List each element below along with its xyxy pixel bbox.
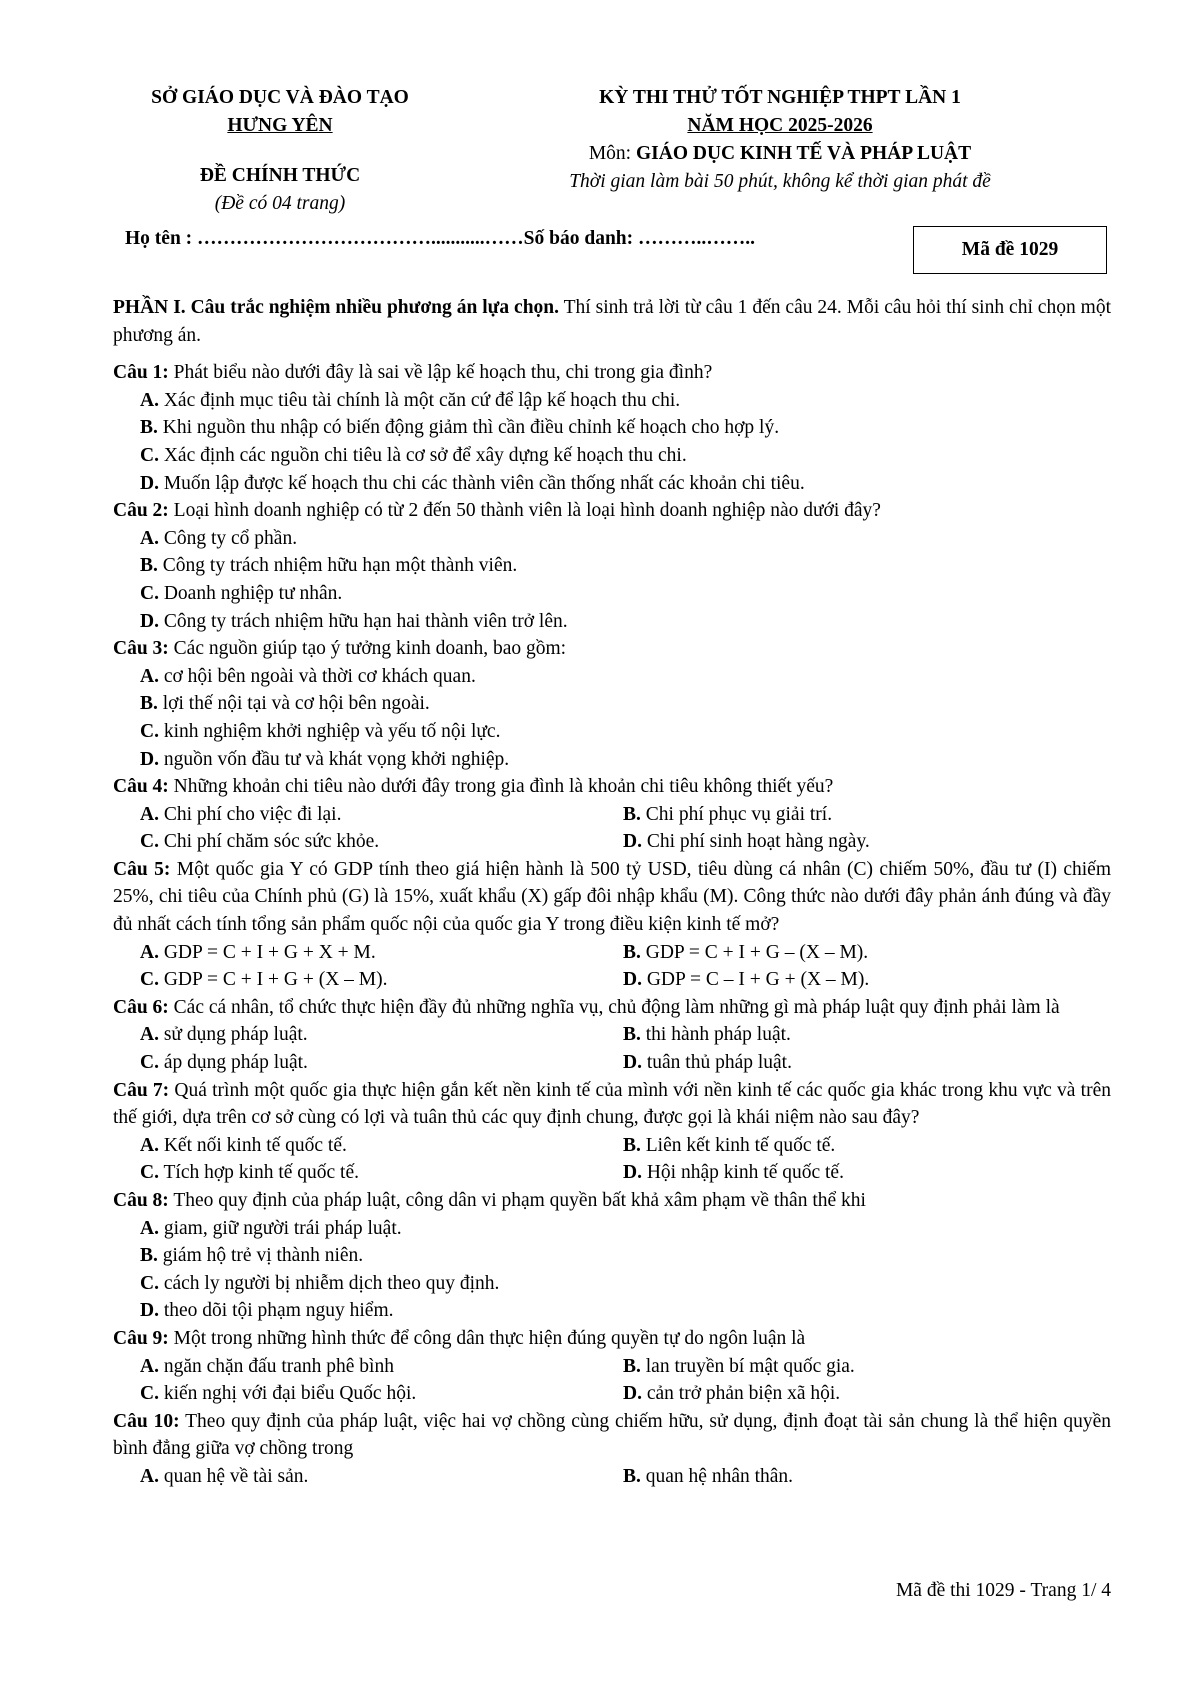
option-key: A. <box>140 803 159 825</box>
option-c <box>140 966 623 994</box>
option-b <box>140 552 1111 580</box>
option-a <box>140 1353 623 1381</box>
option-text: GDP = C + I + G + X + M. <box>158 941 376 963</box>
option-b <box>623 1132 1111 1160</box>
option-key: A. <box>140 389 159 411</box>
option-c <box>140 1270 1111 1298</box>
option-text: giám hộ trẻ vị thành niên. <box>157 1245 364 1267</box>
question-label: Câu 7: <box>113 1079 170 1101</box>
question-label: Câu 2: <box>113 500 169 522</box>
questions-body <box>113 294 1111 1491</box>
school-year: NĂM HỌC 2025-2026 <box>687 115 873 136</box>
option-text: Hội nhập kinh tế quốc tế. <box>641 1162 844 1184</box>
option-text: quan hệ về tài sản. <box>158 1465 309 1487</box>
option-text: Công ty trách nhiệm hữu hạn một thành viên. <box>157 555 518 577</box>
option-b <box>623 801 1111 829</box>
options-list <box>113 801 1111 856</box>
option-b <box>623 1353 1111 1381</box>
option-text: lan truyền bí mật quốc gia. <box>640 1355 855 1377</box>
question-2 <box>113 497 1111 635</box>
option-text: theo dõi tội phạm nguy hiểm. <box>158 1300 394 1322</box>
question-label: Câu 6: <box>113 996 169 1018</box>
option-key: A. <box>140 941 159 963</box>
option-key: C. <box>140 831 159 853</box>
question-1 <box>113 359 1111 497</box>
header-right <box>500 84 1060 196</box>
name-field: Họ tên : ………………………………...........…… <box>125 228 524 249</box>
option-key: C. <box>140 969 159 991</box>
question-label: Câu 5: <box>113 858 171 880</box>
option-text: sử dụng pháp luật. <box>158 1024 308 1046</box>
option-c <box>140 442 1111 470</box>
options-list <box>113 1215 1111 1325</box>
option-key: B. <box>623 1134 641 1156</box>
options-list <box>113 1353 1111 1408</box>
subject-prefix: Môn: <box>588 143 636 164</box>
question-stem <box>113 994 1111 1022</box>
option-text: Liên kết kinh tế quốc tế. <box>640 1134 836 1156</box>
option-c <box>140 1380 623 1408</box>
question-stem <box>113 1077 1111 1132</box>
department-name: SỞ GIÁO DỤC VÀ ĐÀO TẠO <box>151 87 409 108</box>
option-text: Muốn lập được kế hoạch thu chi các thành viên cần thống nhất các khoản chi tiêu. <box>158 472 805 494</box>
option-text: kiến nghị với đại biểu Quốc hội. <box>158 1383 417 1405</box>
question-label: Câu 9: <box>113 1327 169 1349</box>
option-text: lợi thế nội tại và cơ hội bên ngoài. <box>157 693 430 715</box>
option-text: GDP = C – I + G + (X – M). <box>641 969 870 991</box>
question-label: Câu 4: <box>113 776 169 798</box>
option-key: D. <box>140 610 159 632</box>
option-key: D. <box>623 1383 642 1405</box>
question-text: Một trong những hình thức để công dân thực hiện đúng quyền tự do ngôn luận là <box>168 1327 806 1349</box>
question-text: Theo quy định của pháp luật, việc hai vợ chồng cùng chiếm hữu, sử dụng, định đoạt tài sản chung là thể hiện quyền bình đẳng giữa vợ chồng trong <box>113 1410 1111 1460</box>
option-text: Xác định các nguồn chi tiêu là cơ sở để xây dựng kế hoạch thu chi. <box>158 444 687 466</box>
option-key: C. <box>140 1052 159 1074</box>
option-c <box>140 828 623 856</box>
option-key: A. <box>140 1134 159 1156</box>
candidate-info-line <box>125 228 755 250</box>
option-text: ngăn chặn đấu tranh phê bình <box>158 1355 394 1377</box>
option-a <box>140 1132 623 1160</box>
question-text: Các cá nhân, tổ chức thực hiện đầy đủ những nghĩa vụ, chủ động làm những gì mà pháp luật quy định phải làm là <box>168 996 1060 1018</box>
question-6 <box>113 994 1111 1077</box>
question-9 <box>113 1325 1111 1408</box>
option-d <box>623 1380 1111 1408</box>
option-key: B. <box>623 941 641 963</box>
question-text: Loại hình doanh nghiệp có từ 2 đến 50 thành viên là loại hình doanh nghiệp nào dưới đây? <box>168 500 881 522</box>
option-text: cách ly người bị nhiễm dịch theo quy định. <box>158 1272 500 1294</box>
option-text: GDP = C + I + G + (X – M). <box>158 969 388 991</box>
option-key: C. <box>140 1162 159 1184</box>
question-label: Câu 3: <box>113 638 169 660</box>
options-list <box>113 663 1111 773</box>
question-text: Quá trình một quốc gia thực hiện gắn kết nền kinh tế của mình với nền kinh tế các quốc gia khác trong khu vực và trên thế giới, dựa trên cơ sở cùng có lợi và tuân thủ các quy định chung, được gọi là khái niệm nào sau đây? <box>113 1079 1111 1129</box>
option-key: C. <box>140 1383 159 1405</box>
page-footer: Mã đề thi 1029 - Trang 1/ 4 <box>895 1580 1111 1601</box>
option-a <box>140 387 1111 415</box>
question-8 <box>113 1187 1111 1325</box>
option-key: A. <box>140 527 159 549</box>
question-10 <box>113 1408 1111 1491</box>
option-key: B. <box>623 1024 641 1046</box>
option-text: Khi nguồn thu nhập có biến động giảm thì cần điều chỉnh kế hoạch cho hợp lý. <box>157 417 780 439</box>
options-list <box>113 1132 1111 1187</box>
option-text: Chi phí sinh hoạt hàng ngày. <box>641 831 870 853</box>
question-stem <box>113 1325 1111 1353</box>
option-text: áp dụng pháp luật. <box>158 1052 308 1074</box>
subject-line <box>500 140 1060 168</box>
question-stem <box>113 1187 1111 1215</box>
question-7 <box>113 1077 1111 1187</box>
option-key: A. <box>140 1217 159 1239</box>
option-key: D. <box>623 969 642 991</box>
question-text: Những khoản chi tiêu nào dưới đây trong gia đình là khoản chi tiêu không thiết yếu? <box>168 776 834 798</box>
subject-name: GIÁO DỤC KINH TẾ VÀ PHÁP LUẬT <box>635 143 972 164</box>
option-text: thi hành pháp luật. <box>640 1024 791 1046</box>
option-key: A. <box>140 1465 159 1487</box>
option-key: C. <box>140 1272 159 1294</box>
header-left <box>90 84 470 218</box>
part-heading <box>113 294 1111 349</box>
option-a <box>140 939 623 967</box>
option-a <box>140 1215 1111 1243</box>
option-key: B. <box>623 803 641 825</box>
question-stem <box>113 635 1111 663</box>
option-key: B. <box>140 417 158 439</box>
option-b <box>623 939 1111 967</box>
option-text: kinh nghiệm khởi nghiệp và yếu tố nội lực. <box>158 720 501 742</box>
official-label: ĐỀ CHÍNH THỨC <box>199 165 361 186</box>
option-d <box>623 1049 1111 1077</box>
question-text: Theo quy định của pháp luật, công dân vi phạm quyền bất khả xâm phạm về thân thể khi <box>168 1190 866 1211</box>
option-d <box>140 746 1111 774</box>
question-stem <box>113 773 1111 801</box>
option-c <box>140 718 1111 746</box>
option-text: Chi phí chăm sóc sức khỏe. <box>158 831 380 853</box>
province-name: HƯNG YÊN <box>227 115 333 136</box>
option-d <box>623 1159 1111 1187</box>
option-key: B. <box>623 1355 641 1377</box>
option-text: quan hệ nhân thân. <box>640 1465 794 1487</box>
option-key: C. <box>140 582 159 604</box>
option-key: C. <box>140 720 159 742</box>
part-title: PHẦN I. Câu trắc nghiệm nhiều phương án lựa chọn. <box>113 297 560 318</box>
option-key: D. <box>623 1052 642 1074</box>
question-label: Câu 1: <box>113 362 169 384</box>
sbd-field: Số báo danh: ………..…….. <box>523 228 755 249</box>
option-text: Chi phí cho việc đi lại. <box>158 803 342 825</box>
option-text: GDP = C + I + G – (X – M). <box>640 941 869 963</box>
option-a <box>140 663 1111 691</box>
option-b <box>140 1242 1111 1270</box>
question-text: Một quốc gia Y có GDP tính theo giá hiện hành là 500 tỷ USD, tiêu dùng cá nhân (C) chiếm 50%, đầu tư (I) chiếm 25%, chi tiêu của Chính phủ (G) là 15%, xuất khẩu (X) gấp đôi nhập khẩu (M). Công thức nào dưới đây phản ánh đúng và đầy đủ nhất cách tính tổng sản phẩm quốc nội của quốc gia Y trong điều kiện kinh tế mở? <box>113 858 1111 936</box>
pages-note: (Đề có 04 trang) <box>214 193 346 214</box>
option-text: Công ty cổ phần. <box>158 527 298 549</box>
option-b <box>140 414 1111 442</box>
option-text: tuân thủ pháp luật. <box>641 1052 792 1074</box>
option-text: Chi phí phục vụ giải trí. <box>640 803 833 825</box>
question-stem <box>113 1408 1111 1463</box>
option-c <box>140 1159 623 1187</box>
options-list <box>113 525 1111 635</box>
option-key: A. <box>140 1024 159 1046</box>
question-label: Câu 10: <box>113 1410 180 1432</box>
option-a <box>140 1463 623 1491</box>
question-text: Các nguồn giúp tạo ý tưởng kinh doanh, bao gồm: <box>168 638 567 660</box>
option-c <box>140 1049 623 1077</box>
option-a <box>140 1021 623 1049</box>
question-stem <box>113 497 1111 525</box>
part-description: Thí sinh trả lời từ câu 1 đến câu 24. Mỗi câu hỏi thí sinh chỉ chọn một phương án. <box>113 297 1111 346</box>
question-text: Phát biểu nào dưới đây là sai về lập kế hoạch thu, chi trong gia đình? <box>168 362 713 384</box>
option-key: A. <box>140 665 159 687</box>
option-text: nguồn vốn đầu tư và khát vọng khởi nghiệp. <box>158 748 510 770</box>
option-key: D. <box>140 472 159 494</box>
option-d <box>623 828 1111 856</box>
exam-code-box: Mã đề 1029 <box>913 226 1107 274</box>
option-key: D. <box>140 748 159 770</box>
option-key: D. <box>140 1300 159 1322</box>
option-text: Công ty trách nhiệm hữu hạn hai thành viên trở lên. <box>158 610 568 632</box>
option-key: B. <box>140 693 158 715</box>
option-d <box>623 966 1111 994</box>
question-stem <box>113 856 1111 939</box>
option-b <box>140 690 1111 718</box>
option-text: Tích hợp kinh tế quốc tế. <box>158 1162 360 1184</box>
option-key: D. <box>623 1162 642 1184</box>
option-key: D. <box>623 831 642 853</box>
option-key: A. <box>140 1355 159 1377</box>
option-text: Doanh nghiệp tư nhân. <box>158 582 343 604</box>
option-key: C. <box>140 444 159 466</box>
option-b <box>623 1021 1111 1049</box>
option-key: B. <box>623 1465 641 1487</box>
options-list <box>113 1021 1111 1076</box>
question-label: Câu 8: <box>113 1190 169 1211</box>
option-c <box>140 580 1111 608</box>
exam-title: KỲ THI THỬ TỐT NGHIỆP THPT LẦN 1 <box>599 87 961 108</box>
option-text: cản trở phản biện xã hội. <box>641 1383 841 1405</box>
question-5 <box>113 856 1111 994</box>
options-list <box>113 387 1111 497</box>
option-text: Kết nối kinh tế quốc tế. <box>158 1134 347 1156</box>
question-stem <box>113 359 1111 387</box>
options-list <box>113 1463 1111 1491</box>
time-note: Thời gian làm bài 50 phút, không kể thời gian phát đề <box>569 171 991 192</box>
option-text: Xác định mục tiêu tài chính là một căn cứ để lập kế hoạch thu chi. <box>158 389 681 411</box>
option-a <box>140 801 623 829</box>
option-a <box>140 525 1111 553</box>
option-key: B. <box>140 1245 158 1267</box>
question-4 <box>113 773 1111 856</box>
question-3 <box>113 635 1111 773</box>
option-b <box>623 1463 1111 1491</box>
option-key: B. <box>140 555 158 577</box>
option-d <box>140 1297 1111 1325</box>
option-d <box>140 470 1111 498</box>
option-d <box>140 608 1111 636</box>
option-text: cơ hội bên ngoài và thời cơ khách quan. <box>158 665 476 687</box>
options-list <box>113 939 1111 994</box>
option-text: giam, giữ người trái pháp luật. <box>158 1217 402 1239</box>
